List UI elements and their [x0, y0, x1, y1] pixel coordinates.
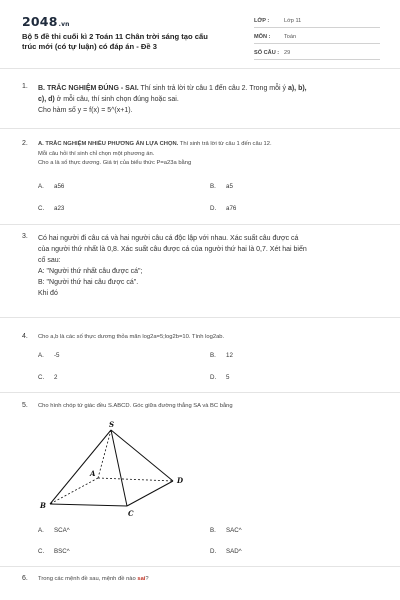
question-line: của người thứ nhất là 0,8. Xác suất câu được cá của người thứ hai là 0,7. Xét hai biến	[38, 246, 307, 253]
option-label: D.	[210, 205, 217, 212]
logo-text: 2048	[22, 14, 58, 29]
question-line	[38, 140, 384, 150]
divider	[0, 392, 400, 393]
option-label: D.	[210, 374, 217, 381]
option-value: a23	[54, 205, 65, 212]
option-d[interactable]	[210, 374, 229, 381]
option-d[interactable]	[210, 205, 236, 212]
question-parts: a), b),	[287, 85, 307, 92]
question-line: Mỗi câu hỏi thí sinh chỉ chọn một phương án.	[38, 150, 155, 157]
edge-cd	[127, 481, 173, 506]
question-line: Cho hình chóp tứ giác đều S.ABCD. Góc giữa đường thẳng SA và BC bằng	[38, 403, 233, 409]
question-parts: c), d)	[38, 96, 55, 103]
option-a[interactable]	[38, 183, 64, 190]
option-label: B.	[210, 527, 216, 534]
meta-subject-label: MÔN :	[254, 34, 271, 40]
meta-class-value: Lớp 11	[284, 18, 302, 24]
option-value: -5	[54, 352, 60, 359]
question-line: B: "Người thứ hai câu được cá".	[38, 279, 139, 286]
question-number: 6.	[22, 575, 28, 582]
option-value: a76	[226, 205, 237, 212]
divider	[0, 224, 400, 225]
question-line	[38, 575, 384, 585]
question-emphasis: sai	[137, 576, 146, 582]
question-body	[38, 402, 384, 412]
question-line: Cho a,b là các số thực dương thỏa mãn log2a=5;log2b=10. Tính log2ab.	[38, 334, 225, 340]
option-label: A.	[38, 352, 44, 359]
meta-count-label: SỐ CÂU :	[254, 50, 280, 56]
option-b[interactable]	[210, 352, 233, 359]
option-value: a56	[54, 183, 65, 190]
question-body	[38, 83, 384, 116]
meta-subject-row	[254, 30, 380, 44]
option-value: SAC^	[226, 527, 242, 534]
question-line: Có hai người đi câu cá và hai người câu cá độc lập với nhau. Xác suất câu được cá	[38, 235, 299, 242]
edge-ad	[98, 478, 173, 481]
option-b[interactable]	[210, 527, 242, 534]
option-d[interactable]	[210, 548, 242, 555]
option-value: SCA^	[54, 527, 70, 534]
option-value: BSC^	[54, 548, 70, 555]
option-label: B.	[210, 352, 216, 359]
divider	[0, 317, 400, 318]
option-label: C.	[38, 205, 45, 212]
question-line: cố sau:	[38, 257, 61, 264]
question-line: Cho a là số thực dương. Giá trị của biểu thức P=a23a bằng	[38, 160, 192, 166]
question-body	[38, 140, 384, 169]
question-line: Khi đó	[38, 290, 58, 297]
document-title: Bộ 5 đề thi cuối kì 2 Toán 11 Chân trời sáng tạo cấu trúc mới (có tự luận) có đáp án - Đề 3	[22, 32, 208, 51]
vertex-label-s: S	[109, 420, 115, 429]
option-value: 2	[54, 374, 58, 381]
question-line: Cho hàm số y = f(x) = 5^(x+1).	[38, 107, 133, 114]
option-a[interactable]	[38, 527, 70, 534]
option-c[interactable]	[38, 205, 64, 212]
vertex-label-a: A	[90, 469, 96, 478]
question-body	[38, 333, 384, 343]
option-label: C.	[38, 548, 45, 555]
question-line	[38, 94, 384, 105]
pyramid-figure	[30, 418, 200, 518]
option-c[interactable]	[38, 548, 70, 555]
edge-bc	[50, 504, 127, 506]
meta-count-row	[254, 46, 380, 60]
question-text: ở mỗi câu, thí sinh chọn đúng hoặc sai.	[54, 96, 179, 103]
question-text: Thí sinh trả lời từ câu 1 đến câu 12.	[178, 141, 272, 147]
question-number: 3.	[22, 233, 28, 240]
option-value: a5	[226, 183, 233, 190]
vertex-label-b: B	[40, 501, 46, 510]
option-label: A.	[38, 183, 44, 190]
option-label: B.	[210, 183, 216, 190]
page-header	[0, 0, 400, 64]
vertex-label-d: D	[177, 476, 184, 485]
option-b[interactable]	[210, 183, 233, 190]
edge-sb	[50, 430, 111, 504]
option-value: 12	[226, 352, 233, 359]
question-body	[38, 575, 384, 585]
divider	[0, 128, 400, 129]
question-text-end: ?	[145, 576, 149, 582]
site-logo[interactable]	[22, 14, 70, 29]
option-value: 5	[226, 374, 230, 381]
divider	[0, 566, 400, 567]
option-c[interactable]	[38, 374, 57, 381]
question-body	[38, 233, 384, 299]
divider	[0, 68, 400, 69]
question-number: 5.	[22, 402, 28, 409]
question-text: Trong các mệnh đề sau, mệnh đề nào	[38, 576, 138, 582]
meta-class-row	[254, 14, 380, 28]
section-heading: A. TRẮC NGHIỆM NHIỀU PHƯƠNG ÁN LỰA CHỌN.	[38, 141, 179, 147]
meta-subject-value: Toán	[284, 34, 297, 40]
option-label: C.	[38, 374, 45, 381]
section-heading: B. TRẮC NGHIỆM ĐÚNG - SAI.	[38, 85, 139, 92]
question-number: 2.	[22, 140, 28, 147]
option-a[interactable]	[38, 352, 60, 359]
vertex-label-c: C	[128, 509, 134, 518]
option-label: A.	[38, 527, 44, 534]
logo-domain: .vn	[58, 21, 70, 28]
question-line: A: "Người thứ nhất câu được cá";	[38, 268, 143, 275]
question-number: 4.	[22, 333, 28, 340]
option-label: D.	[210, 548, 217, 555]
question-line	[38, 83, 384, 94]
question-text: Thí sinh trả lời từ câu 1 đến câu 2. Trong mỗi ý	[138, 85, 288, 92]
edge-ab	[50, 478, 98, 504]
option-value: SAD^	[226, 548, 242, 555]
meta-count-value: 29	[284, 50, 291, 56]
meta-class-label: LỚP :	[254, 18, 270, 24]
question-number: 1.	[22, 83, 28, 90]
